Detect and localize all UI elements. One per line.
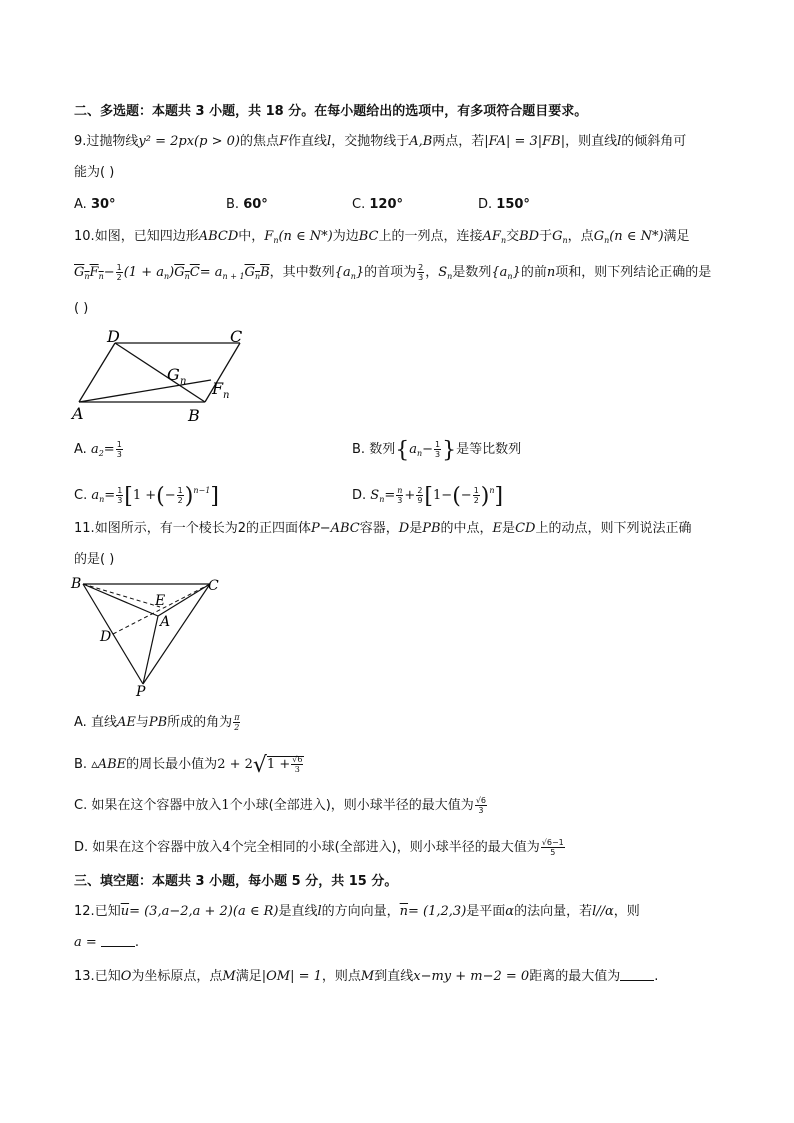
label-b: B [188, 406, 200, 425]
answer-blank[interactable] [101, 934, 135, 947]
q10-option-d[interactable]: D. $S_n=$ $\frac{n}{3}$ + $\frac{2}{9}$ [1−(− $\frac{1}{2}$ )$^n$] [352, 484, 504, 509]
parallelogram-figure [70, 326, 260, 426]
q9-option-a[interactable]: A. 30° [74, 197, 116, 212]
question-12-answer: a = . [74, 935, 140, 950]
q11-option-c[interactable]: C. 如果在这个容器中放入1个小球(全部进入)，则小球半径的最大值为 $\frac{√6}{3}$ [74, 796, 486, 815]
vector-gnb: $G_nB$ [244, 265, 270, 281]
vector-gnfn: $G_nF_n$ [74, 265, 104, 281]
question-9-stem: 9.过抛物线y² = 2px(p > 0)的焦点F作直线l，交抛物线于A,B两点，若|FA| = 3|FB|，则直线l的倾斜角可 [74, 134, 687, 149]
question-12-stem: 12.已知$\overline{u}= (3,a-2,a + 2)(a$ ∈ R)是直线l的方向向量，$\overline{n}= (1,2,3)$是平面α的法向量，若l//α，则 [74, 904, 640, 919]
question-11-stem-cont: 的是( ) [74, 552, 115, 567]
label-gn: G [167, 365, 180, 384]
q9-option-b[interactable]: B. 60° [226, 197, 268, 212]
question-number: 9. [74, 134, 87, 149]
q11-option-d[interactable]: D. 如果在这个容器中放入4个完全相同的小球(全部进入)，则小球半径的最大值为 $\frac{√6-1}{5}$ [74, 838, 564, 857]
label-e: E [155, 593, 166, 609]
label-fn: F [212, 379, 224, 398]
tetrahedron-figure [68, 574, 238, 700]
label-a: A [160, 614, 171, 630]
section-header-multiple-choice: 二、多选题：本题共 3 小题，共 18 分。在每小题给出的选项中，有多项符合题目要求。 [74, 104, 588, 119]
q9-option-c[interactable]: C. 120° [352, 197, 403, 212]
section-header-fill-in: 三、填空题：本题共 3 小题，每小题 5 分，共 15 分。 [74, 874, 398, 889]
svg-text:n: n [223, 390, 230, 401]
label-d: D [107, 327, 120, 346]
q10-option-a[interactable]: A. $a_2=$ $\frac{1}{3}$ [74, 440, 122, 459]
label-d: D [100, 629, 112, 645]
svg-text:n: n [180, 376, 187, 387]
q10-option-c[interactable]: C. $a_n=$ $\frac{1}{3}$ [1 +(− $\frac{1}{2}$ )$^{n-1}$] [74, 484, 219, 509]
q10-option-b[interactable]: B. 数列{$a_n-$ $\frac{1}{3}$ }是等比数列 [352, 438, 522, 463]
q9-option-d[interactable]: D. 150° [478, 197, 530, 212]
label-c: C [208, 578, 219, 594]
label-c: C [230, 327, 243, 346]
label-p: P [136, 684, 146, 700]
label-b: B [71, 576, 82, 592]
question-11-stem: 11.如图所示，有一个棱长为2的正四面体P−ABC容器，D是PB的中点，E是CD上的动点，则下列说法正确 [74, 521, 692, 536]
vector-gnc: $G_nC$ [174, 265, 200, 281]
question-10-equation: $G_nF_n-$ $\frac{1}{2}$ $(1 + a_n)G_nC= a_{n + 1}G_nB$，其中数列$\{a_n\}$的首项为 $\frac{2}{3}$ ，$S_n$是数列$\{a_n\}$的前n项和，则下列结论正确的是 [74, 263, 712, 282]
question-10-paren: ( ) [74, 301, 89, 316]
question-9-stem-cont: 能为( ) [74, 165, 115, 180]
label-a: A [72, 404, 84, 423]
sqrt-radicand: 1 + $\frac{√6}{3}$ [266, 755, 303, 774]
question-10-stem: 10.如图，已知四边形ABCD中，$F_n(n$ ∈ N*)为边BC上的一列点，连接$AF_n$交BD于$G_n$，点$G_n(n$ ∈ N*)满足 [74, 229, 690, 245]
question-13-stem: 13.已知O为坐标原点，点M满足|OM| = 1，则点M到直线x−my + m−2 = 0距离的最大值为 . [74, 969, 659, 984]
q11-option-a[interactable]: A. 直线AE与PB所成的角为 $\frac{\pi}{2}$ [74, 713, 240, 732]
q11-option-b[interactable]: B. ▵ABE的周长最小值为2 + 2√1 + $\frac{√6}{3}$ [74, 753, 303, 778]
answer-blank[interactable] [620, 968, 654, 981]
